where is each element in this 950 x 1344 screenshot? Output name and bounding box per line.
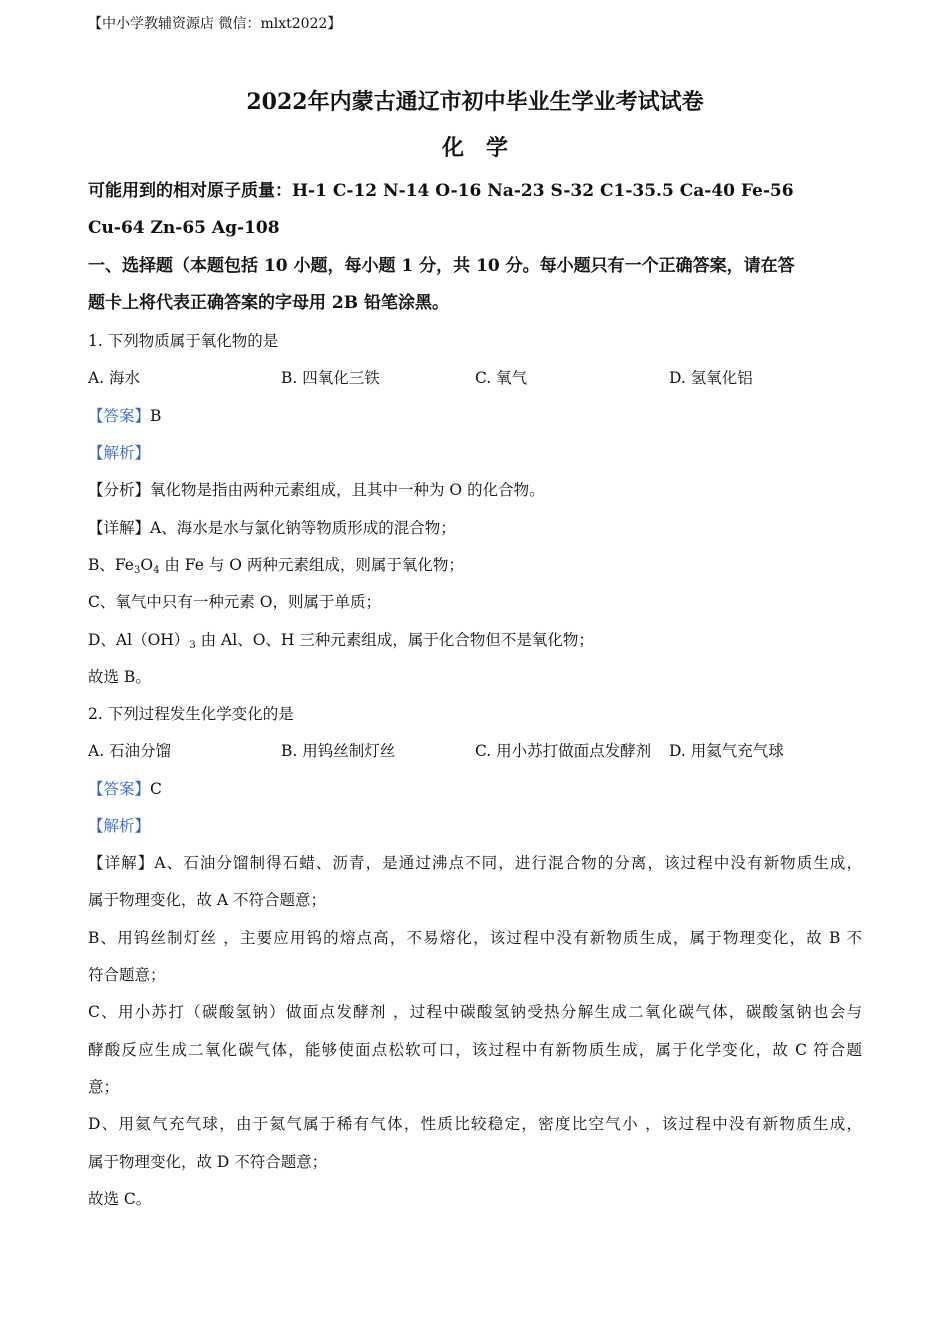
q1-answer-value: B bbox=[150, 407, 162, 425]
q2-conclusion: 故选 C。 bbox=[88, 1190, 152, 1208]
q2-option-a: A. 石油分馏 bbox=[88, 742, 172, 760]
exam-title: 2022年内蒙古通辽市初中毕业生学业考试试卷 bbox=[246, 89, 704, 115]
subject-title: 化学 bbox=[441, 135, 530, 161]
q1-detail-b-mid: O bbox=[140, 556, 154, 574]
q1-detail-d-sub: 3 bbox=[189, 640, 196, 651]
answer-tag: 【答案】 bbox=[88, 407, 151, 425]
atomic-masses-line-2: Cu-64 Zn-65 Ag-108 bbox=[88, 218, 280, 238]
header-note: 【中小学教辅资源店 微信：mlxt2022】 bbox=[88, 16, 342, 32]
q2-detail-a-line-2: 属于物理变化，故 A 不符合题意； bbox=[88, 891, 327, 909]
q1-detail-d bbox=[88, 630, 594, 650]
q2-answer bbox=[88, 779, 162, 799]
q1-stem: 1. 下列物质属于氧化物的是 bbox=[88, 332, 279, 350]
q1-detail-c: C、氧气中只有一种元素 O，则属于单质； bbox=[88, 593, 381, 611]
q1-option-c: C. 氧气 bbox=[475, 369, 528, 387]
q2-stem: 2. 下列过程发生化学变化的是 bbox=[88, 705, 294, 723]
section-1-instruction-line-1: 一、选择题（本题包括 10 小题，每小题 1 分，共 10 分。每小题只有一个正确答案，请在答 bbox=[88, 256, 795, 276]
q1-detail-b-sub2: 4 bbox=[153, 565, 160, 576]
q2-detail-c-line-2: 酵酸反应生成二氧化碳气体，能够使面点松软可口，该过程中有新物质生成，属于化学变化，故 C 符合题 bbox=[88, 1041, 862, 1059]
answer-tag: 【答案】 bbox=[88, 780, 151, 798]
q1-option-b: B. 四氧化三铁 bbox=[281, 369, 380, 387]
q2-detail-d-line-1: D、用氦气充气球，由于氦气属于稀有气体，性质比较稳定，密度比空气小 ，该过程中没有新物质生成， bbox=[88, 1115, 862, 1133]
q1-option-a: A. 海水 bbox=[88, 369, 141, 387]
q2-option-b: B. 用钨丝制灯丝 bbox=[281, 742, 396, 760]
q2-analysis-tag bbox=[88, 816, 150, 836]
q2-detail-c-line-3: 意； bbox=[88, 1078, 120, 1096]
q1-detail-d-suffix: 由 Al、O、H 三种元素组成，属于化合物但不是氧化物； bbox=[195, 631, 594, 649]
q1-detail-a: 【详解】A、海水是水与氯化钠等物质形成的混合物； bbox=[88, 519, 456, 537]
q2-detail-c-line-1: C、用小苏打（碳酸氢钠）做面点发酵剂 ，过程中碳酸氢钠受热分解生成二氧化碳气体，碳酸氢钠也会与 bbox=[88, 1003, 862, 1021]
q2-option-c: C. 用小苏打做面点发酵剂 bbox=[475, 742, 652, 760]
q1-fenxi: 【分析】氧化物是指由两种元素组成，且其中一种为 O 的化合物。 bbox=[88, 481, 545, 499]
section-1-instruction-line-2: 题卡上将代表正确答案的字母用 2B 铅笔涂黑。 bbox=[88, 293, 450, 313]
q1-option-d: D. 氢氧化铝 bbox=[669, 369, 753, 387]
q1-detail-b-suffix: 由 Fe 与 O 两种元素组成，则属于氧化物； bbox=[159, 556, 464, 574]
q1-analysis-tag bbox=[88, 443, 150, 463]
q1-detail-b bbox=[88, 555, 464, 575]
atomic-masses-line-1: 可能用到的相对原子质量：H-1 C-12 N-14 O-16 Na-23 S-32 C1-35.5 Ca-40 Fe-56 bbox=[88, 181, 794, 201]
q1-detail-d-prefix: D、Al（OH） bbox=[88, 631, 190, 649]
q2-detail-a-line-1: 【详解】A、石油分馏制得石蜡、沥青，是通过沸点不同，进行混合物的分离，该过程中没有新物质生成， bbox=[88, 854, 862, 872]
analysis-tag: 【解析】 bbox=[88, 817, 151, 835]
q2-option-d: D. 用氦气充气球 bbox=[669, 742, 784, 760]
q2-detail-b-line-1: B、用钨丝制灯丝 ，主要应用钨的熔点高，不易熔化，该过程中没有新物质生成，属于物理变化，故 B 不 bbox=[88, 929, 862, 947]
q1-answer bbox=[88, 406, 161, 426]
q1-detail-b-sub1: 3 bbox=[133, 565, 141, 576]
q2-detail-d-line-2: 属于物理变化，故 D 不符合题意； bbox=[88, 1153, 328, 1171]
q2-answer-value: C bbox=[150, 780, 162, 798]
q2-detail-b-line-2: 符合题意； bbox=[88, 966, 166, 984]
analysis-tag: 【解析】 bbox=[88, 444, 151, 462]
q1-conclusion: 故选 B。 bbox=[88, 668, 151, 686]
q1-detail-b-prefix: B、Fe bbox=[88, 556, 134, 574]
